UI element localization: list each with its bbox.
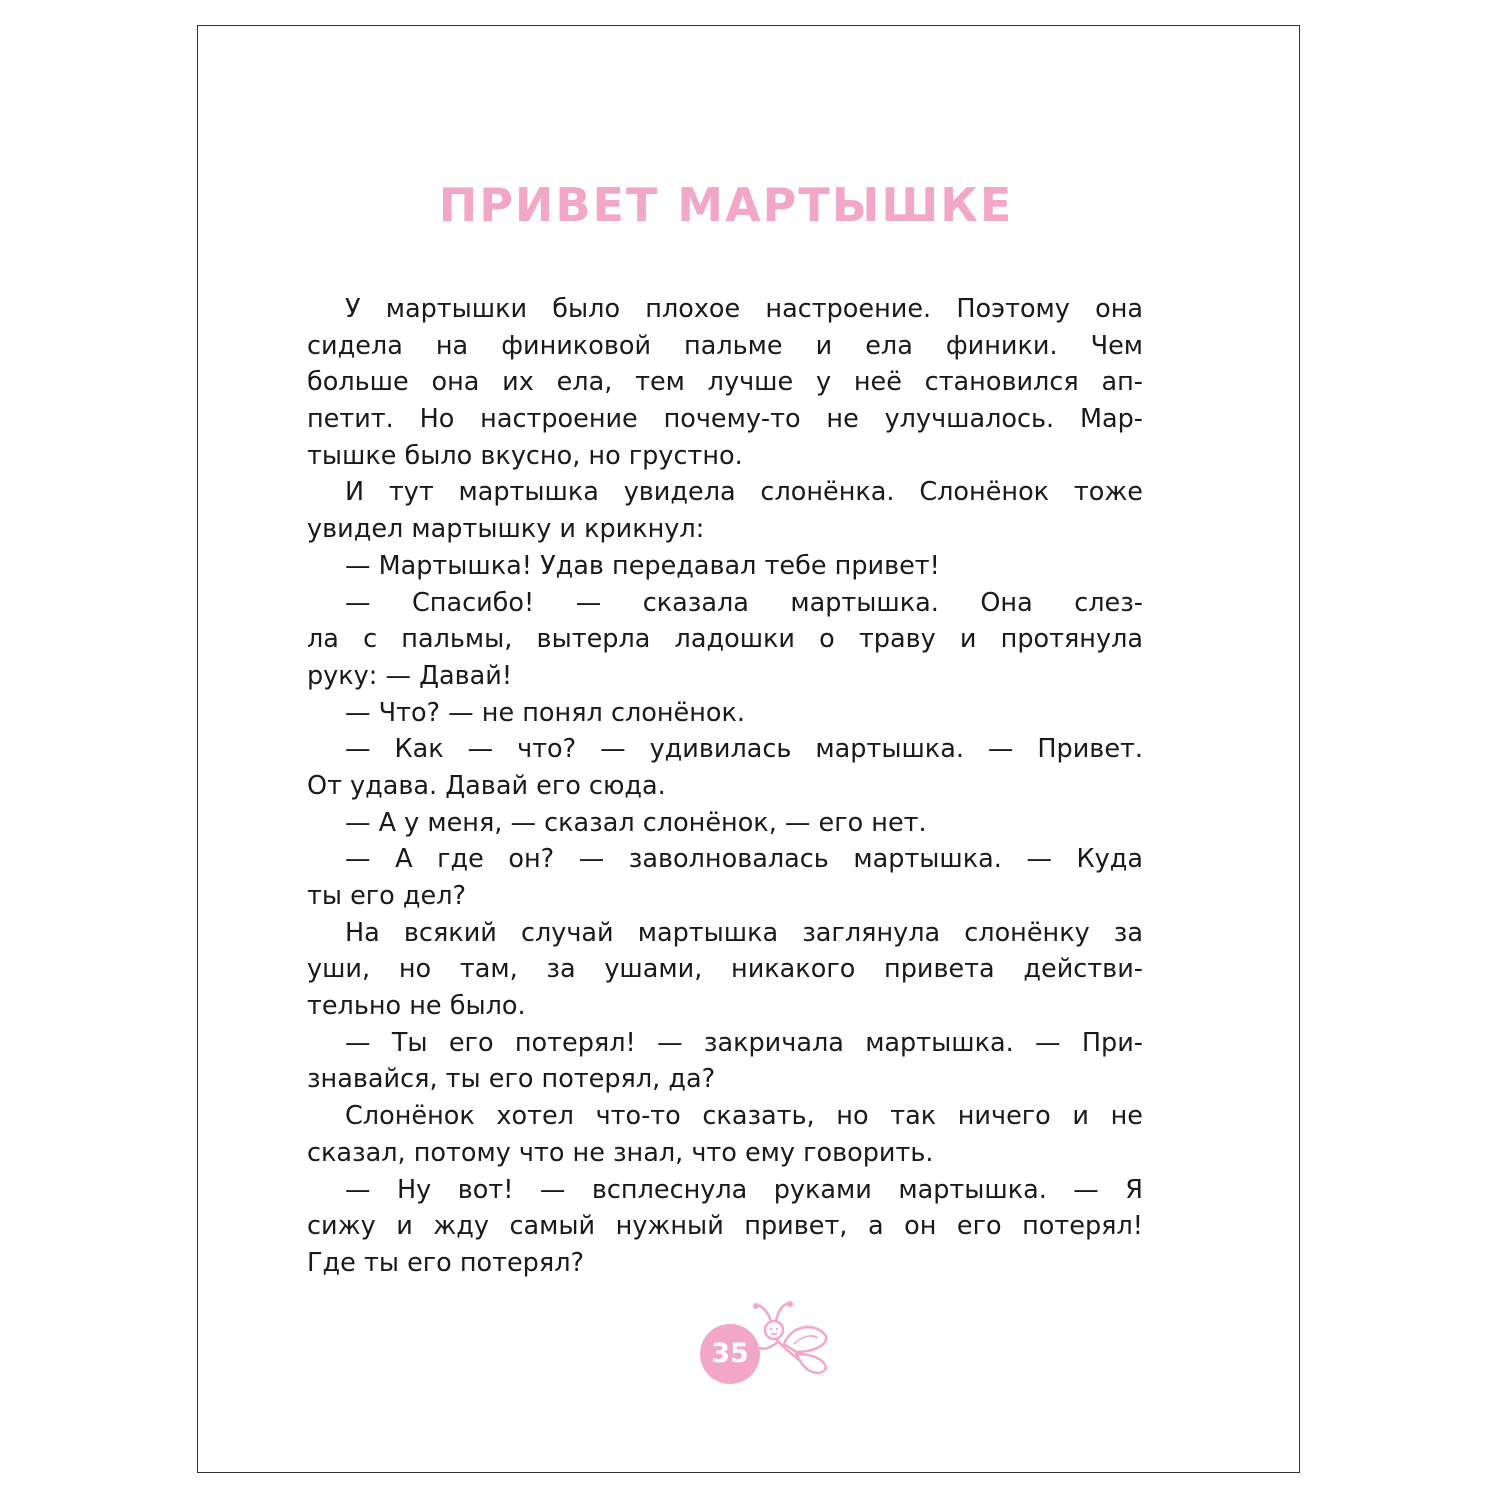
page-number: 35 bbox=[711, 1338, 749, 1369]
text-line: сижу и жду самый нужный привет, а он его потерял! bbox=[307, 1211, 1143, 1242]
butterfly-icon bbox=[750, 1296, 835, 1381]
page-number-badge bbox=[700, 1296, 840, 1391]
text-line: — А где он? — заволновалась мартышка. — Куда bbox=[345, 844, 1143, 875]
text-line: тельно не было. bbox=[307, 991, 526, 1022]
text-line: — А у меня, — сказал слонёнок, — его нет. bbox=[345, 807, 927, 838]
story-text bbox=[307, 291, 1143, 1282]
text-line: руку: — Давай! bbox=[307, 660, 513, 691]
text-line: Слонёнок хотел что-то сказать, но так ничего и не bbox=[345, 1101, 1143, 1132]
text-line: знавайся, ты его потерял, да? bbox=[307, 1064, 716, 1095]
text-line: уши, но там, за ушами, никакого привета действи- bbox=[307, 954, 1143, 985]
text-line: ла с пальмы, вытерла ладошки о траву и протянула bbox=[307, 624, 1143, 655]
text-line: Где ты его потерял? bbox=[307, 1247, 585, 1278]
text-line: — Мартышка! Удав передавал тебе привет! bbox=[345, 550, 940, 581]
text-line: У мартышки было плохое настроение. Поэтому она bbox=[345, 294, 1143, 324]
text-line: сидела на финиковой пальме и ела финики. Чем bbox=[307, 330, 1143, 361]
text-line: — Ну вот! — всплеснула руками мартышка. — Я bbox=[345, 1174, 1143, 1205]
text-line: От удава. Давай его сюда. bbox=[307, 770, 666, 801]
text-line: тышке было вкусно, но грустно. bbox=[307, 440, 743, 471]
text-line: увидел мартышку и крикнул: bbox=[307, 514, 705, 545]
text-line: — Что? — не понял слонёнок. bbox=[345, 697, 746, 728]
text-line: сказал, потому что не знал, что ему говорить. bbox=[307, 1137, 934, 1168]
text-line: На всякий случай мартышка заглянула слонёнку за bbox=[345, 917, 1143, 948]
text-line: И тут мартышка увидела слонёнка. Слонёнок тоже bbox=[345, 477, 1143, 508]
text-line: — Спасибо! — сказала мартышка. Она слез- bbox=[345, 587, 1143, 618]
text-line: больше она их ела, тем лучше у неё становился ап- bbox=[307, 367, 1143, 398]
page-title: ПРИВЕТ МАРТЫШКЕ bbox=[438, 178, 1014, 232]
text-line: ты его дел? bbox=[307, 881, 467, 911]
text-line: — Как — что? — удивилась мартышка. — Привет. bbox=[345, 734, 1143, 765]
text-line: — Ты его потерял! — закричала мартышка. — При- bbox=[345, 1027, 1143, 1058]
text-line: петит. Но настроение почему-то не улучшалось. Мар- bbox=[307, 404, 1143, 435]
